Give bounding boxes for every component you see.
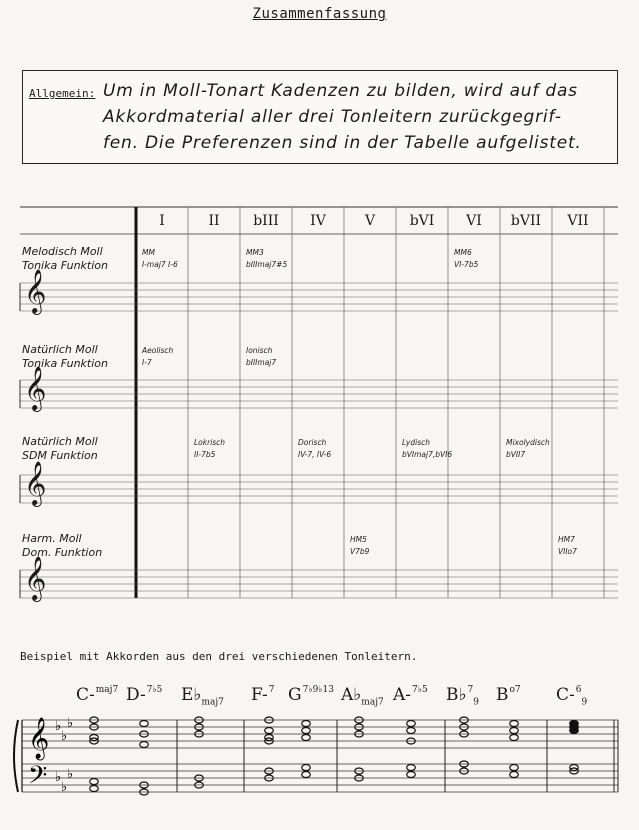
table-cell-line: bVImaj7,bVI6 xyxy=(402,450,453,459)
row-label-line: Tonika Funktion xyxy=(22,259,108,272)
row-label-line: Tonika Funktion xyxy=(22,357,108,370)
example-caption: Beispiel mit Akkorden aus den drei verschiedenen Tonleitern. xyxy=(20,650,418,663)
table-cell-line: I-maj7 I-6 xyxy=(142,260,178,269)
notehead xyxy=(407,772,416,778)
table-cell-line: Lydisch xyxy=(402,438,430,447)
table-cell-line: HM7 xyxy=(558,535,575,544)
notehead xyxy=(302,765,311,771)
notehead xyxy=(302,721,311,727)
chord-root: A- xyxy=(393,685,412,705)
table-cell-line: MM6 xyxy=(454,248,472,257)
bass-clef-icon: 𝄢 xyxy=(28,761,48,796)
notehead xyxy=(140,721,149,727)
intro-line-3: fen. Die Preferenzen sind in der Tabelle aufgelistet. xyxy=(103,133,582,153)
column-header: bVII xyxy=(510,213,542,229)
chord-extension: o7 xyxy=(509,685,521,695)
table-cell-line: MM3 xyxy=(246,248,264,257)
notehead xyxy=(570,728,579,734)
notehead xyxy=(140,742,149,748)
table-cell-line: HM5 xyxy=(350,535,367,544)
chord-extension: 9 xyxy=(581,697,588,708)
table-cell-line: MM xyxy=(142,248,155,257)
chord-extension: maj7 xyxy=(361,697,384,708)
flat-icon: ♭ xyxy=(67,716,74,731)
chord-extension: maj7 xyxy=(201,697,224,708)
treble-clef-icon: 𝄞 xyxy=(24,461,47,505)
notehead xyxy=(510,735,519,741)
notehead xyxy=(302,728,311,734)
intro-line-1: Um in Moll-Tonart Kadenzen zu bilden, wird auf das xyxy=(103,81,578,101)
flat-icon: ♭ xyxy=(61,729,68,744)
notehead xyxy=(407,765,416,771)
notehead xyxy=(90,779,99,785)
treble-clef-icon: 𝄞 xyxy=(28,718,50,759)
chord-root: C- xyxy=(556,685,575,705)
treble-clef-icon: 𝄞 xyxy=(24,556,47,600)
column-header: IV xyxy=(310,213,326,229)
chord-root: G xyxy=(288,685,302,705)
notehead xyxy=(302,735,311,741)
table-cell-line: Mixolydisch xyxy=(506,438,550,447)
notehead xyxy=(90,786,99,792)
notehead xyxy=(510,765,519,771)
table-cell-line: Aeolisch xyxy=(142,346,174,355)
notehead xyxy=(407,721,416,727)
notehead xyxy=(407,728,416,734)
table-cell-line: VIIo7 xyxy=(558,547,577,556)
column-header: VI xyxy=(466,213,482,229)
row-label-line: Natürlich Moll xyxy=(22,343,98,356)
column-header: bIII xyxy=(253,213,279,229)
treble-clef-icon: 𝄞 xyxy=(24,366,47,410)
flat-icon: ♭ xyxy=(61,780,68,795)
table-cell-line: Dorisch xyxy=(298,438,327,447)
row-label-line: SDM Funktion xyxy=(22,449,98,462)
table-cell-line: Ionisch xyxy=(246,346,273,355)
flat-icon: ♭ xyxy=(55,770,62,785)
row-label-line: Natürlich Moll xyxy=(22,435,98,448)
table-cell-line: II-7b5 xyxy=(194,450,216,459)
chord-extension: 7 xyxy=(467,685,474,695)
chord-extension: 7♭5 xyxy=(146,685,163,695)
flat-icon: ♭ xyxy=(67,767,74,782)
system-brace xyxy=(14,720,18,792)
table-cell-line: VI-7b5 xyxy=(454,260,479,269)
chord-root: A♭ xyxy=(341,685,362,705)
column-header: II xyxy=(208,213,220,229)
notehead xyxy=(510,772,519,778)
notehead xyxy=(265,728,274,734)
row-label-line: Melodisch Moll xyxy=(22,245,103,258)
treble-clef-icon: 𝄞 xyxy=(24,269,47,313)
chord-root: D- xyxy=(126,685,146,705)
chord-extension: 7 xyxy=(268,685,275,695)
intro-label: Allgemein: xyxy=(29,87,96,100)
table-cell-line: bVII7 xyxy=(506,450,526,459)
chord-extension: 7♭5 xyxy=(412,685,428,695)
column-header: VII xyxy=(567,213,589,229)
notehead xyxy=(510,728,519,734)
row-label-line: Dom. Funktion xyxy=(22,546,103,559)
chord-root: B xyxy=(496,685,509,705)
chord-extension: 6 xyxy=(575,685,582,695)
chord-extension: 9 xyxy=(473,697,479,708)
chord-root: B♭ xyxy=(446,685,467,705)
column-header: V xyxy=(364,213,376,229)
flat-icon: ♭ xyxy=(55,719,62,734)
table-cell-line: bIIImaj7 xyxy=(246,358,277,367)
row-label-line: Harm. Moll xyxy=(22,532,82,545)
chord-extension: 7♭9♭13 xyxy=(302,685,334,695)
chord-root: E♭ xyxy=(181,685,202,705)
chord-extension: maj7 xyxy=(95,685,119,695)
column-header: bVI xyxy=(409,213,435,229)
notehead xyxy=(302,772,311,778)
table-cell-line: V7b9 xyxy=(350,547,370,556)
notehead xyxy=(510,721,519,727)
chord-root: C- xyxy=(76,685,95,705)
chord-root: F- xyxy=(251,685,268,705)
table-cell-line: bIIImaj7#5 xyxy=(246,260,288,269)
table-cell-line: I-7 xyxy=(142,358,152,367)
table-cell-line: IV-7, IV-6 xyxy=(298,450,332,459)
column-header: I xyxy=(159,213,165,229)
table-cell-line: Lokrisch xyxy=(194,438,226,447)
intro-line-2: Akkordmaterial aller drei Tonleitern zurückgegrif- xyxy=(103,107,562,127)
page-title: Zusammenfassung xyxy=(252,6,387,22)
